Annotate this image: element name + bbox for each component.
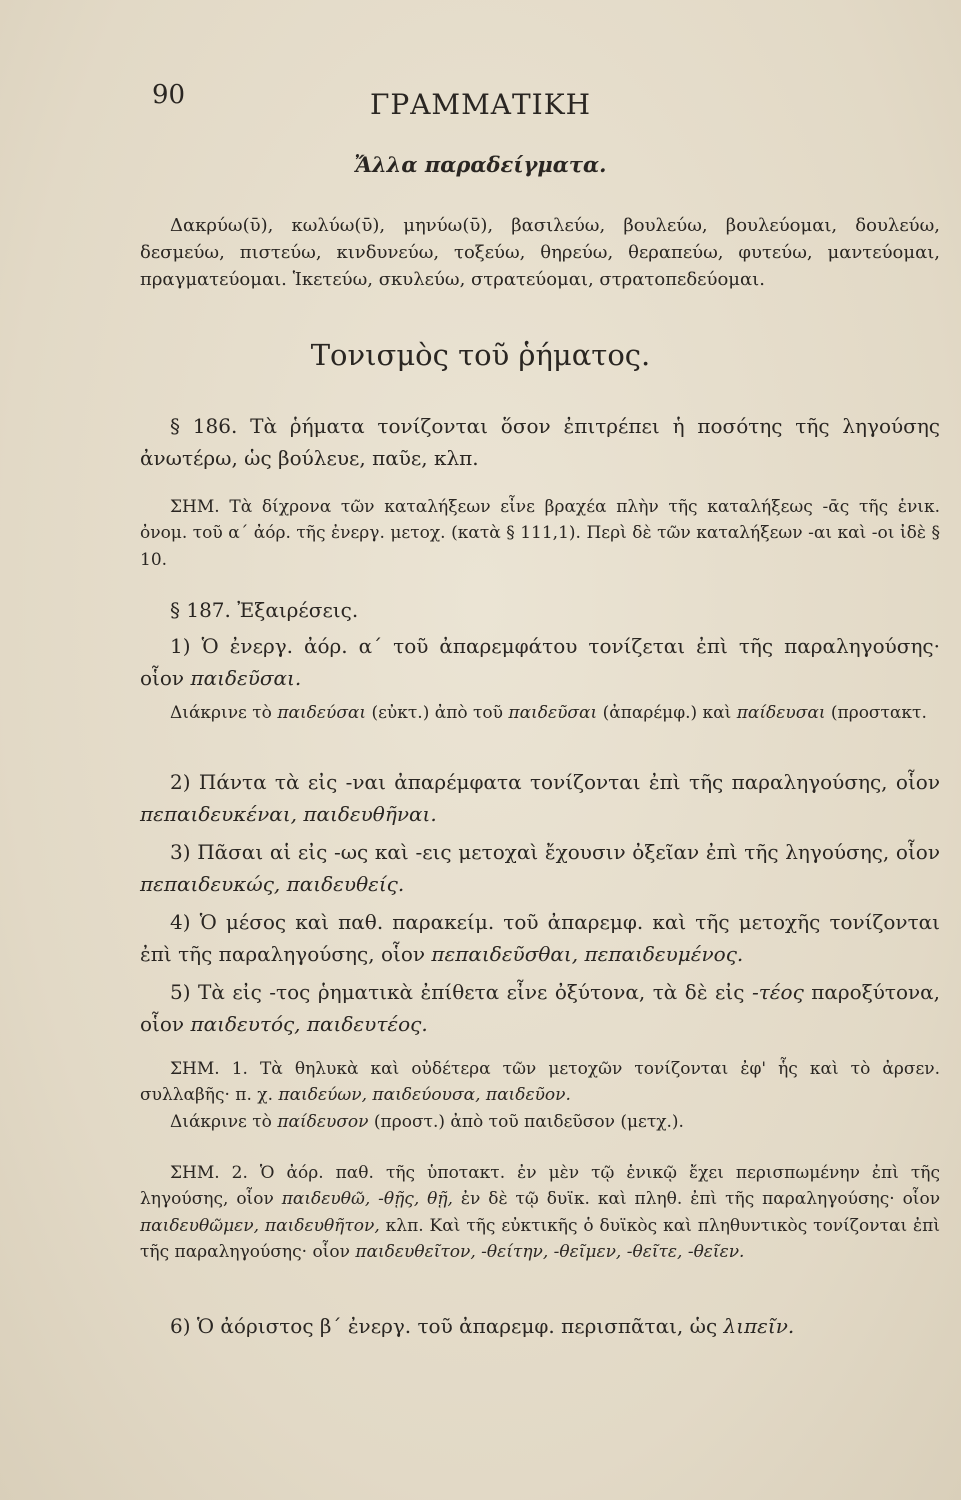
exception-1	[140, 630, 940, 694]
note-2	[140, 1160, 940, 1265]
exception-5	[140, 976, 940, 1040]
examples-title: Ἄλλα παραδείγματα.	[354, 152, 607, 177]
paragraph-187-title: § 187. Ἐξαιρέσεις.	[170, 598, 359, 622]
note-2-text: ΣΗΜ. 2. Ὁ ἀόρ. παθ. τῆς ὑποτακτ. ἐν μὲν τῷ ἑνικῷ ἔχει περισπωμένην ἐπὶ τῆς ληγούσης, οἷον παιδευθῶ, -θῇς, θῇ, ἐν δὲ τῷ δυϊκ. καὶ πληθ. ἐπὶ τῆς παραληγούσης· οἷον παιδευθῶμεν, παιδευθῆτον, κλπ. Καὶ τῆς εὐκτικῆς ὁ δυϊκὸς καὶ πληθυντικὸς τονίζονται ἐπὶ τῆς παραληγούσης· οἷον παιδευθεῖτον, -θείτην, -θεῖμεν, -θεῖτε, -θεῖεν.	[140, 1163, 941, 1263]
exception-1-text: 1) Ὁ ἐνεργ. ἀόρ. α΄ τοῦ ἀπαρεμφάτου τονίζεται ἐπὶ τῆς παραληγούσης· οἷον παιδεῦσαι.	[140, 634, 940, 690]
note-186-text: ΣΗΜ. Τὰ δίχρονα τῶν καταλήξεων εἶνε βραχέα πλὴν τῆς καταλήξεως -ᾱς τῆς ἑνικ. ὀνομ. τοῦ α΄ ἀόρ. τῆς ἐνεργ. μετοχ. (κατὰ § 111,1). Περὶ δὲ τῶν καταλήξεων -αι καὶ -οι ἰδὲ § 10.	[140, 497, 940, 570]
exception-5-text: 5) Τὰ εἰς -τος ῥηματικὰ ἐπίθετα εἶνε ὀξύτονα, τὰ δὲ εἰς -τέος παροξύτονα, οἷον παιδευτός, παιδευτέος.	[140, 980, 941, 1036]
paragraph-186	[140, 410, 940, 474]
exception-6-text: 6) Ὁ ἀόριστος β΄ ἐνεργ. τοῦ ἀπαρεμφ. περισπᾶται, ὡς λιπεῖν.	[170, 1314, 795, 1338]
page-number: 90	[152, 80, 186, 110]
exception-2-text: 2) Πάντα τὰ εἰς -ναι ἀπαρέμφατα τονίζονται ἐπὶ τῆς παραληγούσης, οἷον πεπαιδευκέναι, παιδευθῆναι.	[140, 770, 940, 826]
note-1-text: ΣΗΜ. 1. Τὰ θηλυκὰ καὶ οὐδέτερα τῶν μετοχῶν τονίζονται ἐφ' ἧς καὶ τὸ ἀρσεν. συλλαβῆς· π. χ. παιδεύων, παιδεύουσα, παιδεῦον.	[140, 1059, 940, 1106]
paragraph-186-text: § 186. Τὰ ῥήματα τονίζονται ὅσον ἐπιτρέπει ἡ ποσότης τῆς ληγούσης ἀνωτέρω, ὡς βούλευε, παῦε, κλπ.	[140, 414, 940, 470]
accent-section-title: Τονισμὸς τοῦ ῥήματος.	[310, 338, 651, 372]
exception-3	[140, 836, 940, 900]
exception-4-text: 4) Ὁ μέσος καὶ παθ. παρακείμ. τοῦ ἀπαρεμφ. καὶ τῆς μετοχῆς τονίζονται ἐπὶ τῆς παραληγούσης, οἷον πεπαιδεῦσθαι, πεπαιδευμένος.	[140, 910, 940, 966]
exception-3-text: 3) Πᾶσαι αἱ εἰς -ως καὶ -εις μετοχαὶ ἔχουσιν ὀξεῖαν ἐπὶ τῆς ληγούσης, οἷον πεπαιδευκώς, παιδευθείς.	[140, 840, 940, 896]
examples-text: Δακρύω(ῡ), κωλύω(ῡ), μηνύω(ῡ), βασιλεύω, βουλεύω, βουλεύομαι, δουλεύω, δεσμεύω, πιστεύω, κινδυνεύω, τοξεύω, θηρεύω, θεραπεύω, φυτεύω, μαντεύομαι, πραγματεύομαι. Ἱκετεύω, σκυλεύω, στρατεύομαι, στρατοπεδεύομαι.	[140, 215, 940, 290]
exception-4	[140, 906, 940, 970]
note-1	[140, 1056, 940, 1135]
paragraph-187-title-block	[140, 594, 940, 626]
examples-block	[140, 212, 940, 293]
note-186	[140, 494, 940, 573]
note-1-distinguish: Διάκρινε τὸ παίδευσον (προστ.) ἀπὸ τοῦ παιδεῦσον (μετχ.).	[170, 1111, 684, 1132]
exception-2	[140, 766, 940, 830]
exception-6	[140, 1310, 940, 1342]
exception-1-note	[140, 700, 940, 726]
exception-1-note-text: Διάκρινε τὸ παιδεύσαι (εὐκτ.) ἀπὸ τοῦ παιδεῦσαι (ἀπαρέμφ.) καὶ παίδευσαι (προστακτ.	[170, 703, 927, 723]
running-title: ΓΡΑΜΜΑΤΙΚΗ	[369, 88, 592, 121]
